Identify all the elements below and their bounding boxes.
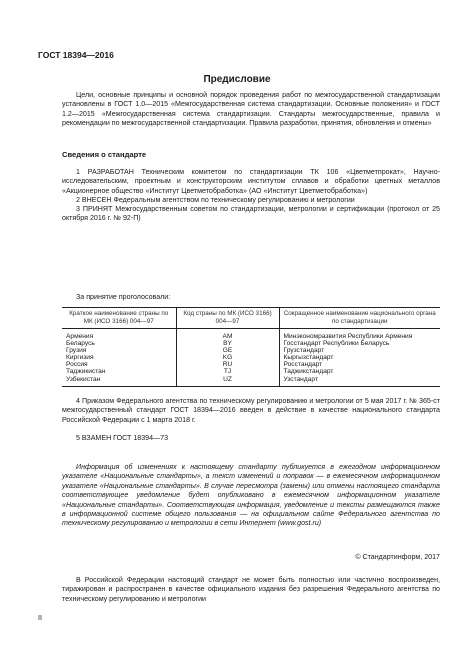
document-header: ГОСТ 18394—2016 xyxy=(38,50,114,60)
country-cell: Беларусь xyxy=(66,340,95,348)
intro-paragraph: Цели, основные принципы и основной порядок проведения работ по межгосударственной стандартизации установлены в ГОСТ 1.0—2015 «Межгосударственная система стандартизации. Основные положения» и ГОСТ 1.2—2015 «Межгосударственная система стандартизации. Стандарты межгосударственные, правила и рекомендации по межгосударственной стандартизации. Правила разработки, принятия, обновления и отмены» xyxy=(62,91,440,128)
info-item-1: 1 РАЗРАБОТАН Техническим комитетом по стандартизации ТК 106 «Цветметпрокат», Научно-исследовательским, проектным и конструкторским институтом сплавов и обработки цветных металлов «Акционерное общество «Институт Цветметобработка» (АО «Институт Цветметобработка») xyxy=(62,168,440,195)
info-item-2: 2 ВНЕСЕН Федеральным агентством по техническому регулированию и метрологии xyxy=(76,196,355,204)
country-cell: Армения xyxy=(66,333,94,340)
body-cell: Таджикстандарт xyxy=(279,368,440,375)
table-row xyxy=(62,376,440,387)
table-row xyxy=(62,368,440,375)
body-cell: Госстандарт Республики Беларусь xyxy=(279,340,440,347)
table-row xyxy=(62,340,440,347)
table-row xyxy=(62,354,440,361)
table-header-row xyxy=(62,308,440,329)
table-row xyxy=(62,361,440,368)
code-cell: AM xyxy=(176,329,279,341)
copyright: © Стандартинформ, 2017 xyxy=(355,553,440,561)
body-cell: Минэкономразвития Республики Армения xyxy=(279,329,440,341)
column-header-country: Краткое наименование страны по МК (ИСО 3166) 004—97 xyxy=(62,308,176,329)
page-title: Предисловие xyxy=(203,74,271,85)
rights-paragraph: В Российской Федерации настоящий стандарт не может быть полностью или частично воспроизведен, тиражирован и распространен в качестве официального издания без разрешения Федерального агентства по техническому регулированию и метрологии xyxy=(62,576,440,603)
code-cell: UZ xyxy=(176,376,279,387)
countries-table xyxy=(62,307,440,387)
column-header-code: Код страны по МК (ИСО 3166) 004—97 xyxy=(176,308,279,329)
country-cell: Грузия xyxy=(66,347,87,355)
page-number: II xyxy=(38,614,42,622)
code-cell: TJ xyxy=(176,368,279,375)
body-cell: Кыргызстандарт xyxy=(279,354,440,361)
info-item-4: 4 Приказом Федерального агентства по техническому регулированию и метрологии от 5 мая 2017 г. № 365-ст межгосударственный стандарт ГОСТ 18394—2016 введен в действие в качестве национального стандарта Российской Федерации с 1 марта 2018 г. xyxy=(62,397,440,424)
code-cell: BY xyxy=(176,340,279,347)
info-item-3: 3 ПРИНЯТ Межгосударственным советом по стандартизации, метрологии и сертификации (протокол от 25 октября 2016 г. № 92-П) xyxy=(62,205,440,223)
body-cell: Узстандарт xyxy=(279,376,440,387)
info-item-5: 5 ВЗАМЕН ГОСТ 18394—73 xyxy=(76,434,169,442)
voted-label: За принятие проголосовали: xyxy=(76,293,171,301)
section-title: Сведения о стандарте xyxy=(62,150,147,159)
code-cell: GE xyxy=(176,347,279,354)
country-cell: Киргизия xyxy=(66,354,94,362)
notice-paragraph: Информация об изменениях к настоящему стандарту публикуется в ежегодном информационном указателе «Национальные стандарты», а текст изменений и поправок — в ежемесячном информационном указателе «Национальные стандарты». В случае пересмотра (замены) или отмены настоящего стандарта соответствующее уведомление будет опубликовано в ежемесячном информационном указателе «Национальные стандарты». Соответствующая информация, уведомление и тексты размещаются также в информационной системе общего пользования — на официальном сайте Федерального агентства по техническому регулированию и метрологии в сети Интернет (www.gost.ru) xyxy=(62,463,440,528)
code-cell: KG xyxy=(176,354,279,361)
table-row xyxy=(62,329,440,341)
country-cell: Россия xyxy=(66,361,88,369)
country-cell: Узбекистан xyxy=(62,376,176,387)
table-row xyxy=(62,347,440,354)
column-header-body: Сокращенное наименование национального органа по стандартизации xyxy=(279,308,440,329)
country-cell: Таджикистан xyxy=(66,368,106,376)
code-cell: RU xyxy=(176,361,279,368)
body-cell: Грузстандарт xyxy=(279,347,440,354)
body-cell: Росстандарт xyxy=(279,361,440,368)
